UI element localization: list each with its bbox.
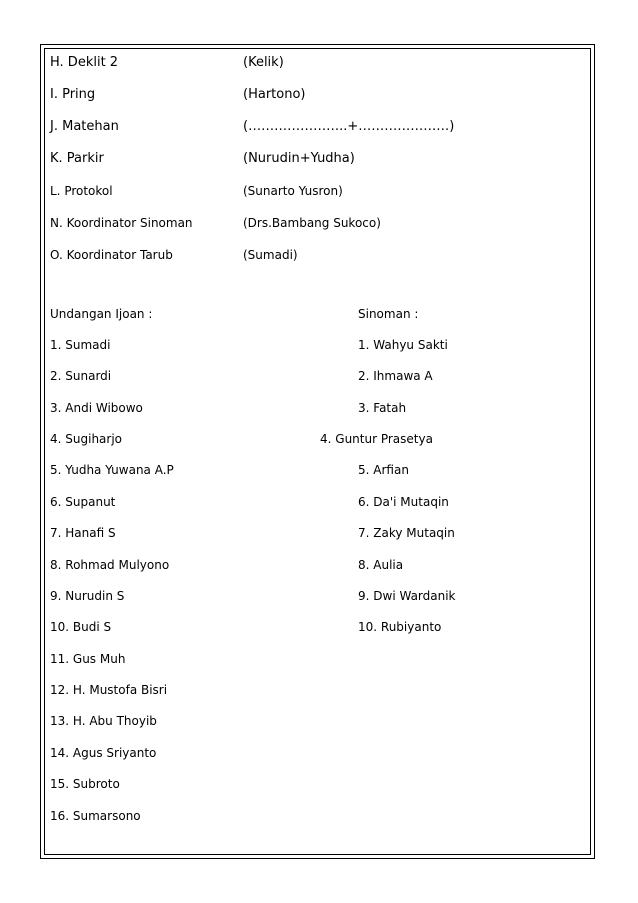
sinoman-item: 1. Wahyu Sakti — [358, 338, 448, 352]
sinoman-item: 3. Fatah — [358, 401, 407, 415]
sinoman-item: 5. Arfian — [358, 463, 409, 477]
undangan-item: 8. Rohmad Mulyono — [50, 558, 170, 572]
sinoman-item: 7. Zaky Mutaqin — [358, 526, 455, 540]
undangan-item: 1. Sumadi — [50, 338, 111, 352]
assignment-role: I. Pring — [50, 87, 96, 102]
sinoman-heading: Sinoman : — [358, 307, 419, 321]
assignment-person: (Hartono) — [243, 87, 306, 102]
undangan-item: 16. Sumarsono — [50, 809, 141, 823]
assignment-person: (Drs.Bambang Sukoco) — [243, 216, 381, 230]
undangan-item: 15. Subroto — [50, 777, 120, 791]
page-border-inner — [44, 48, 591, 855]
undangan-item: 4. Sugiharjo — [50, 432, 123, 446]
assignment-person: (Sunarto Yusron) — [243, 184, 343, 198]
undangan-item: 7. Hanafi S — [50, 526, 116, 540]
undangan-item: 9. Nurudin S — [50, 589, 125, 603]
assignment-role: O. Koordinator Tarub — [50, 248, 173, 262]
assignment-role: H. Deklit 2 — [50, 55, 119, 70]
undangan-heading: Undangan Ijoan : — [50, 307, 153, 321]
assignment-role: K. Parkir — [50, 151, 104, 166]
undangan-item: 6. Supanut — [50, 495, 116, 509]
assignment-role: J. Matehan — [50, 119, 119, 134]
undangan-item: 11. Gus Muh — [50, 652, 126, 666]
undangan-item: 14. Agus Sriyanto — [50, 746, 157, 760]
undangan-item: 12. H. Mustofa Bisri — [50, 683, 168, 697]
sinoman-item: 4. Guntur Prasetya — [320, 432, 433, 446]
undangan-item: 10. Budi S — [50, 620, 112, 634]
sinoman-item: 6. Da'i Mutaqin — [358, 495, 449, 509]
assignment-person: (Kelik) — [243, 55, 284, 70]
undangan-item: 13. H. Abu Thoyib — [50, 714, 157, 728]
sinoman-item: 8. Aulia — [358, 558, 404, 572]
sinoman-item: 2. Ihmawa A — [358, 369, 433, 383]
sinoman-item: 10. Rubiyanto — [358, 620, 442, 634]
assignment-person: (Sumadi) — [243, 248, 298, 262]
assignment-person: (…………………..+…………………) — [243, 119, 455, 134]
assignment-role: L. Protokol — [50, 184, 113, 198]
assignment-person: (Nurudin+Yudha) — [243, 151, 355, 166]
sinoman-item: 9. Dwi Wardanik — [358, 589, 456, 603]
assignment-role: N. Koordinator Sinoman — [50, 216, 193, 230]
undangan-item: 3. Andi Wibowo — [50, 401, 143, 415]
undangan-item: 5. Yudha Yuwana A.P — [50, 463, 174, 477]
undangan-item: 2. Sunardi — [50, 369, 112, 383]
